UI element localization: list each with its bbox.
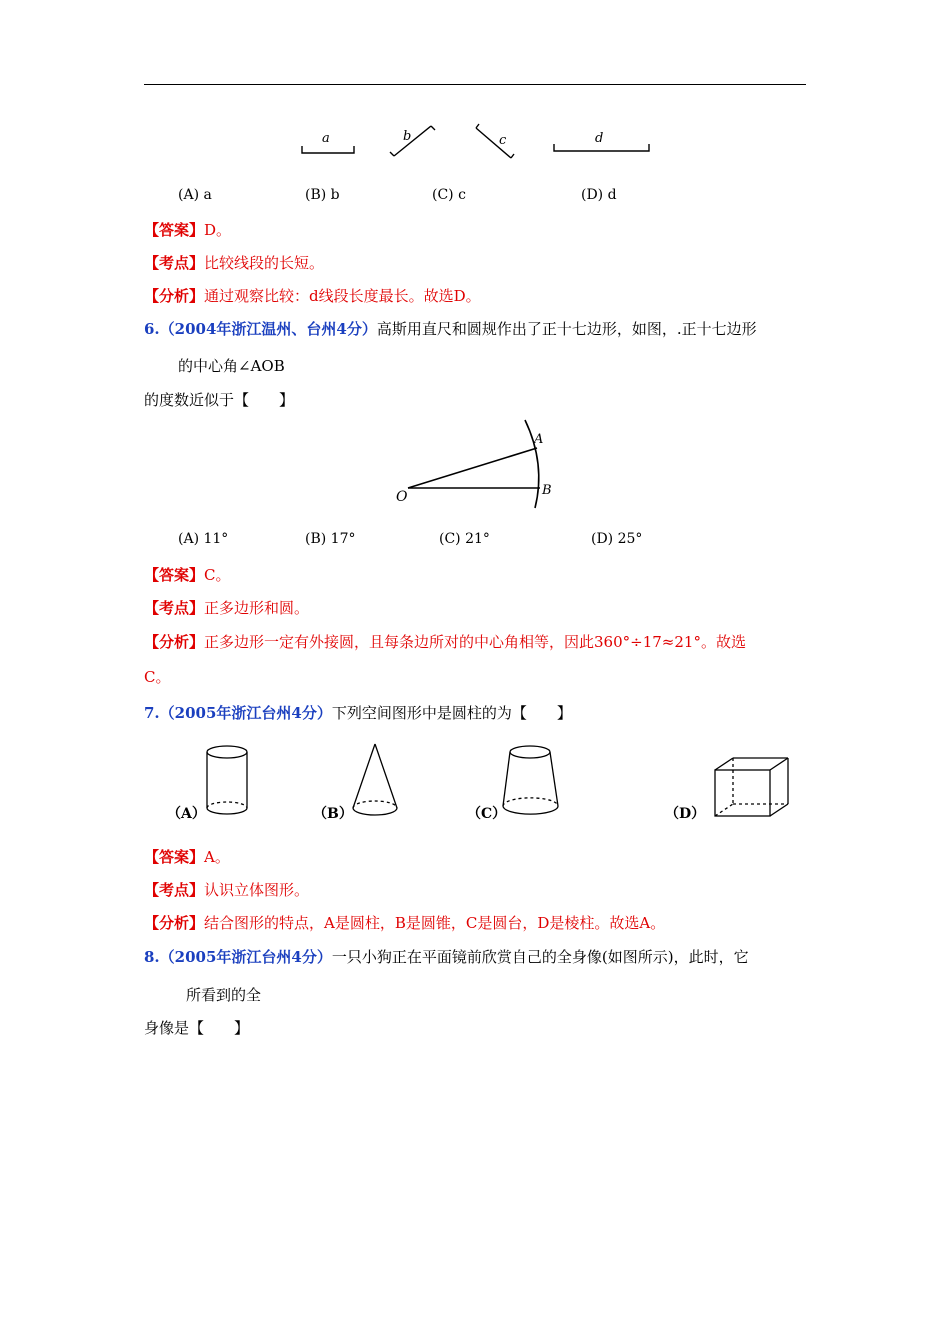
q8-stem-line3: 身像是【 】 — [144, 1019, 250, 1037]
q6-option-a: (A) 11° — [178, 531, 229, 547]
svg-text:B: B — [542, 483, 552, 498]
q6-stem-line2: 的中心角∠AOB — [178, 357, 285, 375]
solids-figure — [165, 740, 795, 830]
q7-analysis: 【分析】结合图形的特点，A是圆柱，B是圆锥，C是圆台，D是棱柱。故选A。 — [144, 914, 666, 932]
q7-point: 【考点】认识立体图形。 — [144, 881, 310, 899]
q5-option-d: (D) d — [581, 187, 617, 203]
svg-text:O: O — [396, 489, 408, 505]
q6-analysis: 【分析】正多边形一定有外接圆，且每条边所对的中心角相等，因此360°÷17≈21°。故选 — [144, 633, 746, 651]
svg-text:b: b — [403, 129, 412, 144]
q5-option-a: (A) a — [178, 187, 212, 203]
q6-stem: 6.（2004年浙江温州、台州4分）高斯用直尺和圆规作出了正十七边形，如图，.正十七边形 — [144, 320, 757, 338]
q6-point: 【考点】正多边形和圆。 — [144, 599, 310, 617]
q6-analysis-line2: C。 — [144, 668, 171, 686]
q6-answer: 【答案】C。 — [144, 566, 231, 584]
header-rule — [144, 84, 806, 85]
q6-stem-line3: 的度数近似于【 】 — [144, 391, 295, 409]
q6-option-b: (B) 17° — [305, 531, 356, 547]
svg-text:A: A — [534, 432, 544, 447]
q6-option-c: (C) 21° — [439, 531, 490, 547]
svg-text:（B）: （B） — [313, 806, 353, 822]
q5-point: 【考点】比较线段的长短。 — [144, 254, 325, 272]
q5-analysis: 【分析】通过观察比较：d线段长度最长。故选D。 — [144, 287, 481, 305]
segments-figure — [290, 118, 670, 168]
svg-text:（A）: （A） — [167, 806, 206, 822]
q8-stem: 8.（2005年浙江台州4分）一只小狗正在平面镜前欣赏自己的全身像(如图所示)，此时，它 — [144, 948, 749, 966]
q7-stem: 7.（2005年浙江台州4分）下列空间图形中是圆柱的为【 】 — [144, 704, 572, 722]
q8-stem-line2: 所看到的全 — [186, 986, 262, 1004]
svg-text:（C）: （C） — [467, 806, 507, 822]
q5-answer: 【答案】D。 — [144, 221, 232, 239]
svg-text:c: c — [499, 133, 507, 148]
svg-text:（D）: （D） — [665, 806, 706, 822]
svg-text:a: a — [322, 131, 330, 146]
q6-option-d: (D) 25° — [591, 531, 643, 547]
angle-figure — [390, 416, 565, 511]
svg-text:d: d — [595, 131, 604, 146]
q7-answer: 【答案】A。 — [144, 848, 230, 866]
q5-option-b: (B) b — [305, 187, 340, 203]
q5-option-c: (C) c — [432, 187, 466, 203]
